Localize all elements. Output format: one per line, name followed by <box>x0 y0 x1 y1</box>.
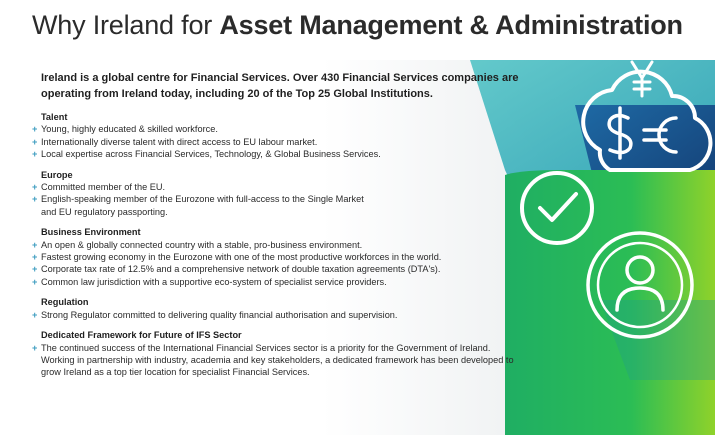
section-title: Business Environment <box>41 227 141 238</box>
list-item: + Strong Regulator committed to delivering quality financial authorisation and supervision. <box>32 309 532 321</box>
bullet-list <box>32 309 532 321</box>
section-title: Regulation <box>41 297 89 308</box>
list-item: + Corporate tax rate of 12.5% and a comprehensive network of double taxation agreements (DTA's). <box>32 263 532 275</box>
section-business-environment <box>32 226 532 288</box>
content-body <box>32 70 532 387</box>
list-item: + Committed member of the EU. <box>32 181 532 193</box>
section-framework <box>32 329 532 379</box>
list-item: + Local expertise across Financial Services, Technology, & Global Business Services. <box>32 148 532 160</box>
list-item: + English-speaking member of the Eurozone with full-access to the Single Market and EU regulatory passporting. <box>32 193 371 218</box>
list-item: + The continued success of the International Financial Services sector is a priority for the Government of Ireland. Working in partnership with industry, academia and key stakeholders, a dedicated framework has been developed to grow Ireland as a top tier location for specialist Financial Services. <box>32 342 521 379</box>
bullet-list <box>32 181 532 218</box>
list-item: + Fastest growing economy in the Eurozone with one of the most productive workforces in the world. <box>32 251 532 263</box>
section-title: Europe <box>41 169 73 180</box>
list-item: + Internationally diverse talent with direct access to EU labour market. <box>32 136 532 148</box>
section-title: Talent <box>41 112 68 122</box>
page-title <box>32 10 683 41</box>
title-bold: Asset Management & Administration <box>219 10 683 40</box>
section-europe <box>32 169 532 219</box>
title-light: Why Ireland for <box>32 10 220 40</box>
section-regulation <box>32 296 532 321</box>
section-talent <box>32 111 532 161</box>
bullet-list <box>32 342 532 379</box>
list-item: + An open & globally connected country with a stable, pro-business environment. <box>32 239 532 251</box>
bullet-list <box>32 123 532 160</box>
list-item: + Common law jurisdiction with a supportive eco-system of specialist service providers. <box>32 276 532 288</box>
section-title: Dedicated Framework for Future of IFS Sector <box>41 330 242 341</box>
intro-text: Ireland is a global centre for Financial Services. Over 430 Financial Services companies are operating from Ireland today, including 20 of the Top 25 Global Institutions. <box>41 72 519 100</box>
bullet-list <box>32 239 532 289</box>
list-item: + Young, highly educated & skilled workforce. <box>32 123 532 135</box>
